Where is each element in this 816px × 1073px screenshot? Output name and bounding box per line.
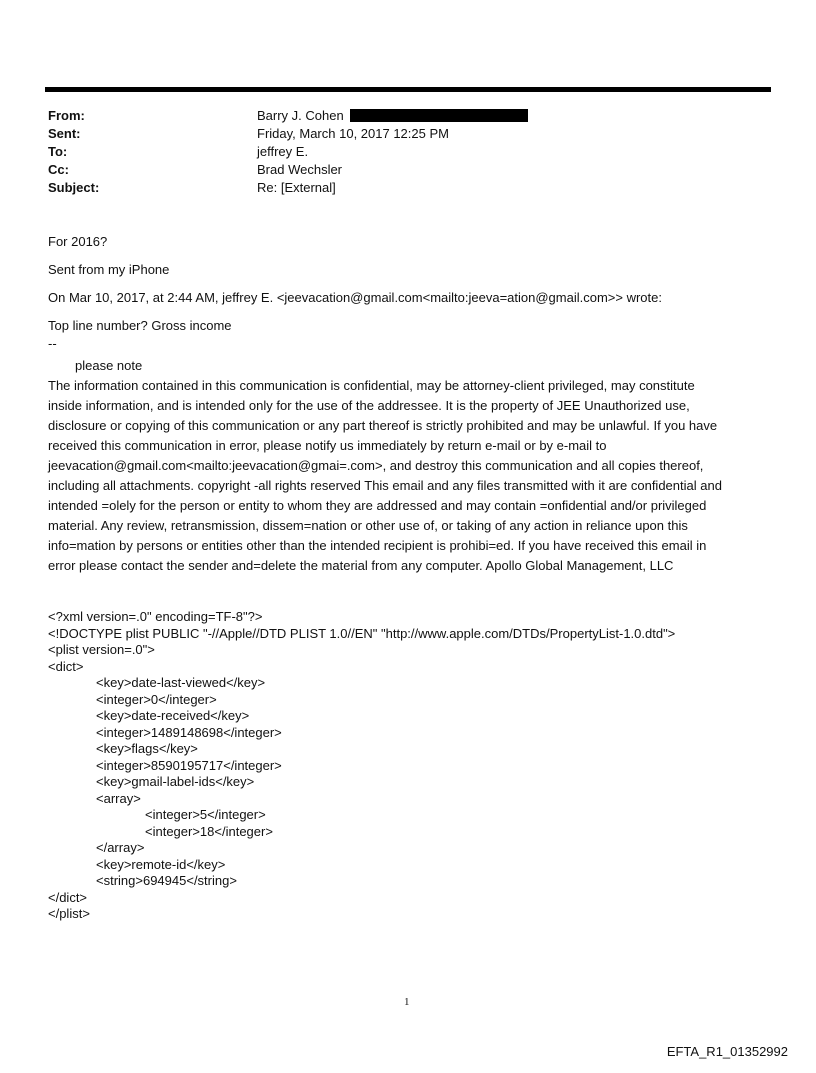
cc-label: Cc: [48,162,69,177]
body-line: Top line number? Gross income [48,318,232,333]
disclaimer-line: intended =olely for the person or entity to whom they are addressed and may contain =onfidential and/or privileged [48,498,707,513]
cc-row [48,161,748,179]
from-label: From: [48,108,85,123]
body-line: please note [75,358,143,373]
disclaimer-line: The information contained in this communication is confidential, may be attorney-client privileged, may constitute [48,378,695,393]
xml-line: <key>flags</key> [96,741,198,756]
disclaimer-line: error please contact the sender and=delete the material from any computer. Apollo Global Management, LLC [48,558,674,573]
page-number: 1 [404,996,410,1008]
xml-line: <array> [96,790,141,806]
to-row [48,143,748,161]
header-rule [45,87,771,92]
subject-label: Subject: [48,180,100,195]
sent-label: Sent: [48,126,81,141]
disclaimer-line: including all attachments. copyright -all rights reserved This email and any files transmitted with it are confidential and [48,478,722,493]
disclaimer-paragraph [48,376,778,576]
disclaimer-line: info=mation by persons or entities other than the intended recipient is prohibi=ed. If you have received this email in [48,538,707,553]
xml-line: <integer>1489148698</integer> [96,724,282,740]
xml-line: <integer>5</integer> [145,807,266,822]
to-value: jeffrey E. [257,144,309,159]
xml-line: <string>694945</string> [96,873,237,888]
xml-line: </plist> [48,906,90,921]
from-value: Barry J. Cohen [257,108,344,123]
subject-value: Re: [External] [257,180,336,195]
xml-line: <key>date-received</key> [96,708,250,723]
disclaimer-line: inside information, and is intended only for the use of the addressee. It is the property of JEE Unauthorized use, [48,398,690,413]
xml-line: <?xml version=.0" encoding=TF-8"?> [48,609,263,624]
disclaimer-line: jeevacation@gmail.com<mailto:jeevacation@gmai=.com>, and destroy this communication and all copies thereof, [48,458,704,473]
xml-line: <!DOCTYPE plist PUBLIC "-//Apple//DTD PLIST 1.0//EN" "http://www.apple.com/DTDs/PropertyList-1.0.dtd"> [48,625,676,641]
disclaimer-line: received this communication in error, please notify us immediately by return e-mail or by e-mail to [48,438,607,453]
xml-line: <integer>18</integer> [145,823,273,839]
disclaimer-line: disclosure or copying of this communication or any part thereof is strictly prohibited and may be unlawful. If you have [48,418,718,433]
body-line: For 2016? [48,234,108,249]
xml-line: <dict> [48,658,84,674]
from-row [48,107,748,125]
document-id: EFTA_R1_01352992 [666,1044,788,1059]
disclaimer-line: material. Any review, retransmission, dissem=nation or other use of, or taking of any action in reliance upon this [48,518,688,533]
sent-value: Friday, March 10, 2017 12:25 PM [257,126,449,141]
cc-value: Brad Wechsler [257,162,343,177]
xml-line: <key>gmail-label-ids</key> [96,774,255,789]
xml-line: </array> [96,840,145,855]
xml-line: </dict> [48,889,88,905]
xml-line: <integer>8590195717</integer> [96,757,282,773]
xml-line: <key>remote-id</key> [96,856,226,872]
redaction-box [350,109,528,122]
sent-row [48,125,748,143]
xml-line: <integer>0</integer> [96,691,217,707]
signature-separator: -- [48,336,57,351]
subject-row [48,179,748,197]
plist-xml-block [48,609,675,923]
xml-line: <key>date-last-viewed</key> [96,675,266,690]
body-line: Sent from my iPhone [48,262,170,277]
quoted-header: On Mar 10, 2017, at 2:44 AM, jeffrey E. <jeevacation@gmail.com<mailto:jeeva=ation@gmail.com>> wrote: [48,290,662,305]
xml-line: <plist version=.0"> [48,642,155,657]
to-label: To: [48,144,68,159]
email-header [48,107,748,197]
